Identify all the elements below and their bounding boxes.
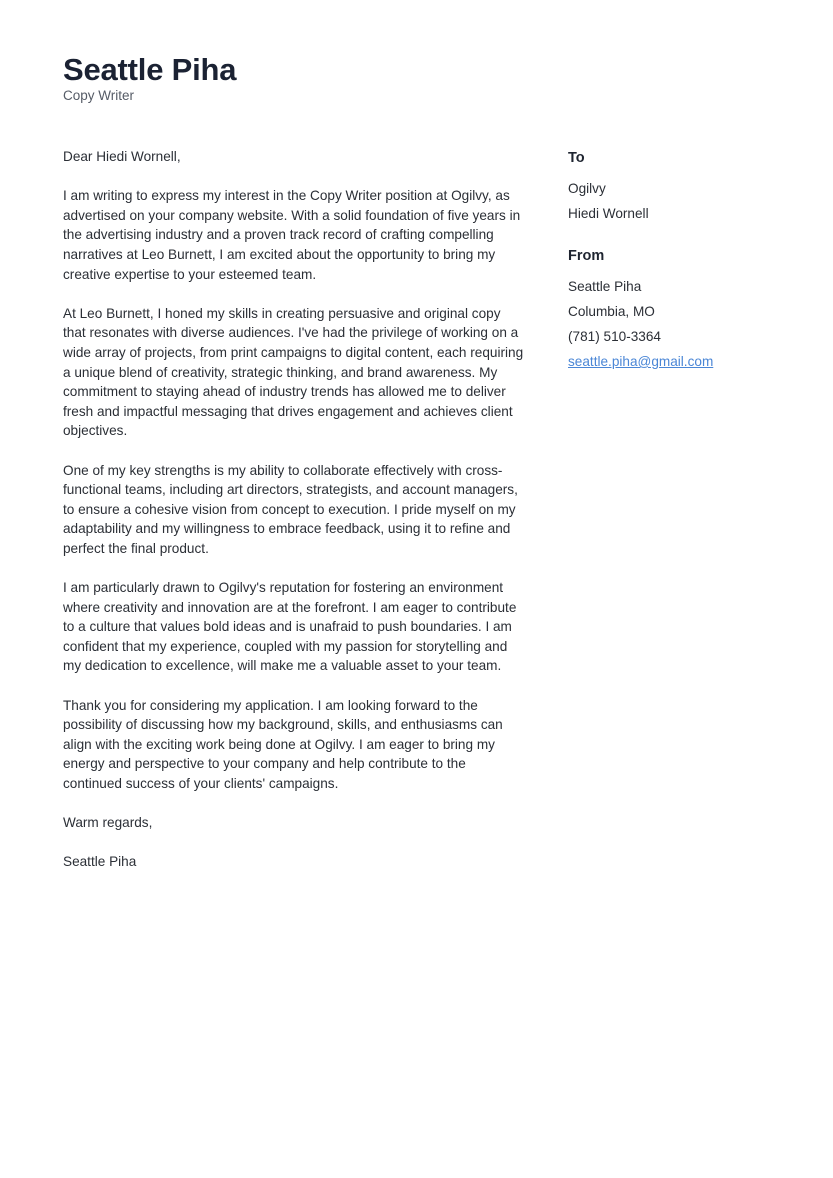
paragraph-5: Thank you for considering my application. I am looking forward to the possibility of discussing how my background, skills, and enthusiasms can align with the exciting work being done at Ogilvy. I am eager to bring my energy and perspective to your company and help contribute to the continued success of your clients' campaigns. (63, 697, 503, 791)
closing: Warm regards, (63, 815, 153, 831)
paragraph-2: At Leo Burnett, I honed my skills in creating persuasive and original copy that resonates with diverse audiences. I've had the privilege of working on a wide array of projects, from print campaigns to digital content, each requiring a unique blend of creativity, strategic thinking, and brand awareness. My commitment to staying ahead of industry trends has allowed me to deliver fresh and impactful messaging that drives engagement and achieves client objectives. (63, 305, 524, 439)
from-heading: From (568, 248, 605, 264)
sender-email-link[interactable]: seattle.piha@gmail.com (568, 354, 714, 369)
resume-header (63, 52, 236, 104)
signature: Seattle Piha (63, 854, 137, 870)
paragraph-3: One of my key strengths is my ability to collaborate effectively with cross-functional teams, including art directors, strategists, and account managers, to ensure a cohesive vision from concept to execution. I pride myself on my adaptability and my willingness to embrace feedback, using it to refine and perfect the final product. (63, 462, 518, 556)
letter-body (63, 147, 525, 892)
sender-location: Columbia, MO (568, 304, 655, 319)
to-section (568, 148, 788, 226)
sender-phone: (781) 510-3364 (568, 329, 661, 344)
recipient-company: Ogilvy (568, 181, 606, 196)
contact-sidebar (568, 148, 788, 394)
applicant-name: Seattle Piha (63, 52, 237, 87)
applicant-job-title: Copy Writer (63, 88, 135, 103)
to-heading: To (568, 150, 585, 166)
salutation: Dear Hiedi Wornell, (63, 149, 181, 164)
paragraph-1: I am writing to express my interest in the Copy Writer position at Ogilvy, as advertised on your company website. With a solid foundation of five years in the advertising industry and a proven track record of crafting compelling narratives at Leo Burnett, I am excited about the opportunity to bring my creative expertise to your esteemed team. (63, 188, 521, 282)
sender-name: Seattle Piha (568, 279, 642, 294)
from-section (568, 246, 788, 374)
paragraph-4: I am particularly drawn to Ogilvy's reputation for fostering an environment where creativity and innovation are at the forefront. I am eager to contribute to a culture that values bold ideas and is unafraid to push boundaries. I am confident that my experience, coupled with my passion for storytelling and my dedication to excellence, will make me a valuable asset to your team. (63, 580, 517, 674)
recipient-name: Hiedi Wornell (568, 206, 649, 221)
